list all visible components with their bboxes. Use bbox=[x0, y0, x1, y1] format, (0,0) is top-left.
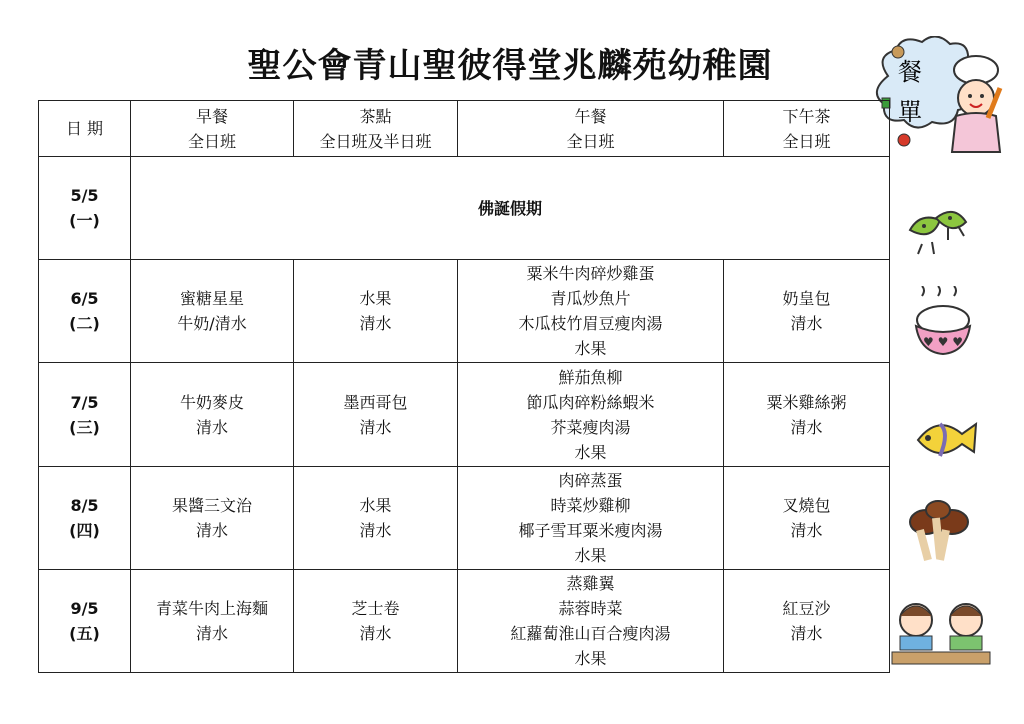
children-eating-icon bbox=[886, 596, 996, 668]
date-cell: 6/5 (二) bbox=[39, 260, 131, 363]
badge-char-1: 餐 bbox=[898, 58, 922, 86]
table-row bbox=[39, 363, 890, 466]
fish-icon bbox=[912, 410, 982, 470]
lunch-cell: 鮮茄魚柳 節瓜肉碎粉絲蝦米 芥菜瘦肉湯 水果 bbox=[458, 363, 724, 466]
date-cell: 7/5 (三) bbox=[39, 363, 131, 466]
mushroom-icon bbox=[902, 500, 974, 566]
menu-table bbox=[38, 100, 890, 673]
breakfast-cell: 牛奶麥皮 清水 bbox=[131, 363, 294, 466]
holiday-cell: 佛誕假期 bbox=[131, 157, 890, 260]
breakfast-cell: 蜜糖星星 牛奶/清水 bbox=[131, 260, 294, 363]
header-breakfast: 早餐 全日班 bbox=[131, 101, 294, 157]
rice-bowl-icon bbox=[908, 286, 978, 366]
header-tea: 下午茶 全日班 bbox=[724, 101, 890, 157]
lunch-cell: 粟米牛肉碎炒雞蛋 青瓜炒魚片 木瓜枝竹眉豆瘦肉湯 水果 bbox=[458, 260, 724, 363]
lunch-cell: 肉碎蒸蛋 時菜炒雞柳 椰子雪耳粟米瘦肉湯 水果 bbox=[458, 466, 724, 569]
snack-cell: 水果 清水 bbox=[294, 466, 458, 569]
date-cell: 5/5 (一) bbox=[39, 157, 131, 260]
tea-cell: 紅豆沙 清水 bbox=[724, 569, 890, 672]
header-row bbox=[39, 101, 890, 157]
breakfast-cell: 果醬三文治 清水 bbox=[131, 466, 294, 569]
date-cell: 9/5 (五) bbox=[39, 569, 131, 672]
pea-pod-icon bbox=[902, 200, 972, 260]
breakfast-cell: 青菜牛肉上海麵 清水 bbox=[131, 569, 294, 672]
table-row bbox=[39, 260, 890, 363]
snack-cell: 水果 清水 bbox=[294, 260, 458, 363]
date-cell: 8/5 (四) bbox=[39, 466, 131, 569]
tea-cell: 奶皇包 清水 bbox=[724, 260, 890, 363]
tea-cell: 粟米雞絲粥 清水 bbox=[724, 363, 890, 466]
badge-char-2: 單 bbox=[898, 98, 922, 126]
snack-cell: 墨西哥包 清水 bbox=[294, 363, 458, 466]
header-date: 日 期 bbox=[39, 101, 131, 157]
page-title: 聖公會青山聖彼得堂兆麟苑幼稚園 bbox=[247, 46, 773, 86]
svg-text:♥ ♥ ♥: ♥ ♥ ♥ bbox=[923, 335, 963, 349]
tea-cell: 叉燒包 清水 bbox=[724, 466, 890, 569]
header-snack: 茶點 全日班及半日班 bbox=[294, 101, 458, 157]
header-lunch: 午餐 全日班 bbox=[458, 101, 724, 157]
snack-cell: 芝士卷 清水 bbox=[294, 569, 458, 672]
table-row bbox=[39, 157, 890, 260]
table-row bbox=[39, 466, 890, 569]
lunch-cell: 蒸雞翼 蒜蓉時菜 紅蘿蔔淮山百合瘦肉湯 水果 bbox=[458, 569, 724, 672]
table-row bbox=[39, 569, 890, 672]
